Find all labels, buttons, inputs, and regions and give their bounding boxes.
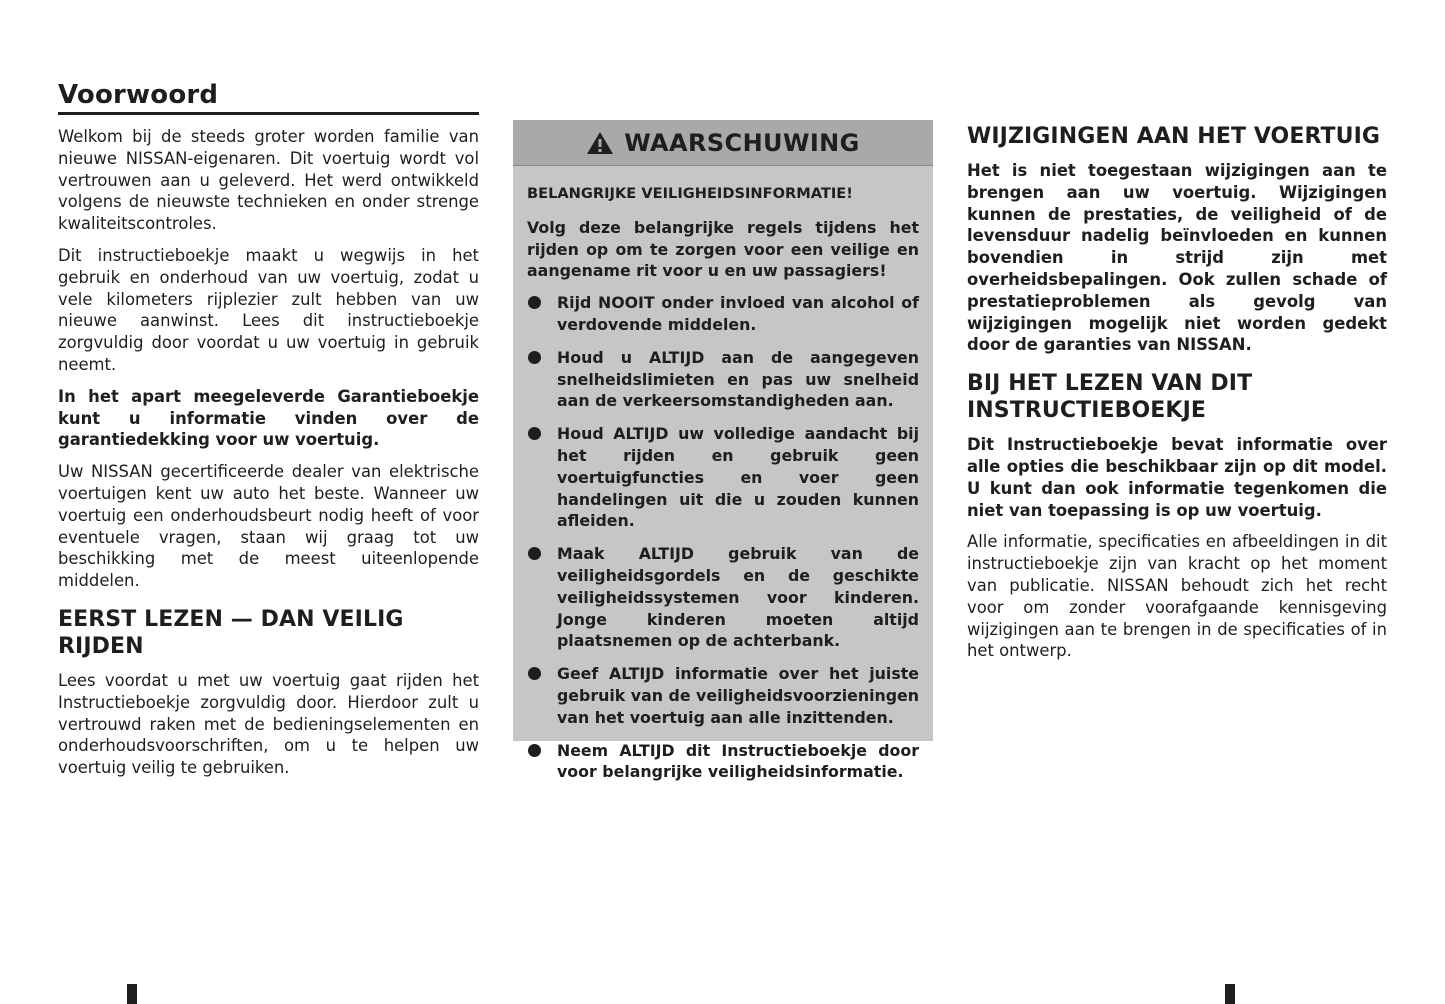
warning-triangle-icon [586, 131, 614, 155]
warning-list [527, 292, 919, 783]
page-corner-mark-right [1225, 984, 1235, 1004]
right-body [967, 123, 1387, 672]
intro-paragraph: Welkom bij de steeds groter worden familie van nieuwe NISSAN-eigenaren. Dit voertuig wordt vol vertrouwen aan u geleverd. Het werd ontwikkeld volgens de nieuwste technieken en onder strenge kwaliteitscontroles. [58, 127, 479, 234]
reading-heading: BIJ HET LEZEN VAN DIT INSTRUCTIEBOEKJE [967, 371, 1253, 424]
bullet-dot-icon [528, 427, 541, 440]
modifications-heading: WIJZIGINGEN AAN HET VOERTUIG [967, 124, 1381, 149]
warning-item: Houd u ALTIJD aan de aangegeven snelheidslimieten en pas uw snelheid aan de verkeersomstandigheden aan. [527, 347, 919, 412]
modifications-paragraph: Het is niet toegestaan wijzigingen aan te brengen aan uw voertuig. Wijzigingen kunnen de prestaties, de veiligheid of de levensduur nadelig beïnvloeden en kunnen bovendien in strijd zijn met overheidsbepalingen. Ook zullen schade of prestatieproblemen als gevolg van wijzigingen mogelijk niet worden gedekt door de garanties van NISSAN. [967, 161, 1387, 355]
warning-item: Houd ALTIJD uw volledige aandacht bij het rijden en gebruik geen voertuigfuncties en voer geen handelingen uit die u zouden kunnen afleiden. [527, 423, 919, 532]
page-title: Voorwoord [58, 78, 479, 115]
guide-paragraph: Dit instructieboekje maakt u wegwijs in het gebruik en onderhoud van uw voertuig, zodat u vele kilometers rijplezier zult hebben van uw nieuwe aanwinst. Lees dit instructieboekje zorgvuldig door voordat u uw voertuig in gebruik neemt. [58, 245, 479, 374]
warning-item: Neem ALTIJD dit Instructieboekje door voor belangrijke veiligheidsinformatie. [527, 740, 919, 784]
left-body [58, 126, 479, 789]
warning-header-label: WAARSCHUWING [624, 128, 860, 157]
read-first-paragraph: Lees voordat u met uw voertuig gaat rijden het Instructieboekje zorgvuldig door. Hierdoor zult u vertrouwd raken met de bedieningselementen en onderhoudsvoorschriften, om u te helpen uw voertuig veilig te gebruiken. [58, 670, 479, 778]
page-corner-mark-left [127, 984, 137, 1004]
warning-item: Maak ALTIJD gebruik van de veiligheidsgordels en de geschikte veiligheidssystemen voor kinderen. Jonge kinderen moeten altijd plaatsnemen op de achterbank. [527, 543, 919, 652]
warning-header [513, 120, 933, 166]
reading-paragraph-bold: Dit Instructieboekje bevat informatie over alle opties die beschikbaar zijn op dit model. U kunt dan ook informatie tegenkomen die niet van toepassing is op uw voertuig. [967, 435, 1387, 520]
warning-intro: Volg deze belangrijke regels tijdens het rijden op om te zorgen voor een veilige en aangename rit voor u en uw passagiers! [527, 217, 919, 281]
warning-item: Geef ALTIJD informatie over het juiste gebruik van de veiligheidsvoorzieningen van het voertuig aan alle inzittenden. [527, 663, 919, 728]
bullet-dot-icon [528, 744, 541, 757]
warning-content [513, 166, 933, 783]
warranty-paragraph: In het apart meegeleverde Garantieboekje kunt u informatie vinden over de garantiedekking voor uw voertuig. [58, 386, 479, 450]
bullet-dot-icon [528, 547, 541, 560]
warning-item: Rijd NOOIT onder invloed van alcohol of verdovende middelen. [527, 292, 919, 336]
read-first-heading: EERST LEZEN — DAN VEILIG RIJDEN [58, 606, 404, 659]
warning-subheading: BELANGRIJKE VEILIGHEIDSINFORMATIE! [527, 185, 853, 202]
dealer-paragraph: Uw NISSAN gecertificeerde dealer van elektrische voertuigen kent uw auto het beste. Wanneer uw voertuig een onderhoudsbeurt nodig heeft of voor eventuele vragen, staan wij graag tot uw beschikking met de meest uiteenlopende middelen. [58, 462, 479, 591]
bullet-dot-icon [528, 667, 541, 680]
warning-box [513, 120, 933, 782]
bullet-dot-icon [528, 351, 541, 364]
reading-paragraph: Alle informatie, specificaties en afbeeldingen in dit instructieboekje zijn van kracht op het moment van publicatie. NISSAN behoudt zich het recht voor om zonder voorafgaande kennisgeving wijzigingen aan te brengen in de specificaties of in het ontwerp. [967, 532, 1387, 661]
bullet-dot-icon [528, 296, 541, 309]
